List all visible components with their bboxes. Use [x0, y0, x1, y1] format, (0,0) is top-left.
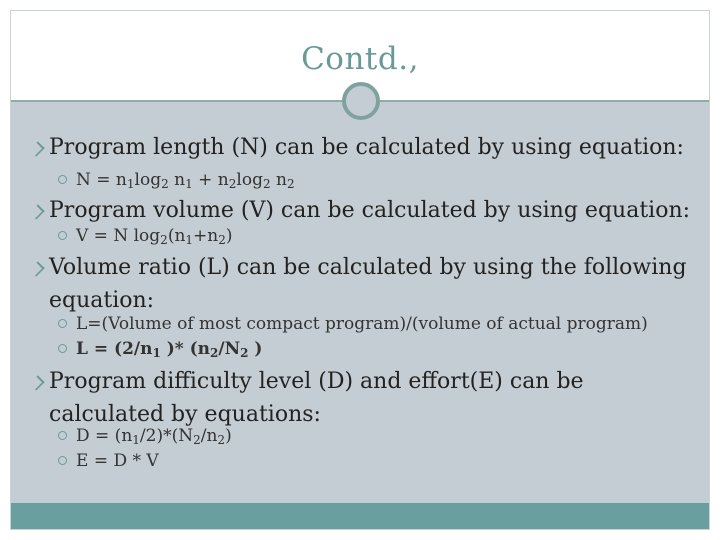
bullet-volume-ratio	[49, 251, 687, 317]
bullet-text-line2: equation:	[49, 288, 155, 313]
equation-text: E = D * V	[76, 451, 159, 471]
ring-bullet-icon	[58, 456, 67, 465]
arrow-bullet-icon	[29, 375, 44, 390]
sub-bullet-ratio-formula	[76, 337, 262, 362]
arrow-bullet-icon	[29, 261, 44, 276]
sub-bullet-effort-equation	[76, 449, 159, 474]
equation-text: L=(Volume of most compact program)/(volume of actual program)	[76, 314, 648, 334]
bullet-text-line2: calculated by equations:	[49, 402, 321, 427]
bullet-program-length	[49, 131, 684, 164]
bullet-difficulty-effort	[49, 365, 584, 431]
slide	[10, 10, 710, 530]
equation-text: $N = n_1\log_2$ $n_1 + n_2\log_2$ $n_2$	[76, 170, 295, 191]
arrow-bullet-icon	[29, 141, 44, 156]
bullet-text-line1: Program difficulty level (D) and effort(E) can be	[49, 369, 584, 394]
ring-bullet-icon	[58, 319, 67, 328]
ring-bullet-icon	[58, 231, 67, 240]
equation-text: $L = (2/n_1$ )* ($n_2/N_2$ )	[76, 339, 263, 360]
ring-ornament-icon	[342, 82, 380, 120]
ring-bullet-icon	[58, 431, 67, 440]
sub-bullet-length-equation	[76, 168, 295, 193]
footer-bar	[11, 503, 709, 529]
bullet-text: Program length (N) can be calculated by using equation:	[49, 135, 684, 160]
ring-bullet-icon	[58, 344, 67, 353]
equation-text: $D = (n_1/2)*(N_2/n_2)$	[76, 426, 232, 447]
slide-title: Contd.,	[301, 41, 419, 77]
sub-bullet-difficulty-equation	[76, 424, 232, 449]
sub-bullet-volume-equation	[76, 224, 233, 249]
arrow-bullet-icon	[29, 204, 44, 219]
bullet-text: Program volume (V) can be calculated by using equation:	[49, 198, 691, 223]
bullet-text-line1: Volume ratio (L) can be calculated by using the following	[49, 255, 687, 280]
equation-text: V = N $\log_2(n_1+n_2)$	[76, 226, 233, 247]
sub-bullet-ratio-definition	[76, 312, 648, 337]
content-area	[11, 101, 709, 503]
ring-bullet-icon	[58, 175, 67, 184]
bullet-program-volume	[49, 194, 690, 227]
